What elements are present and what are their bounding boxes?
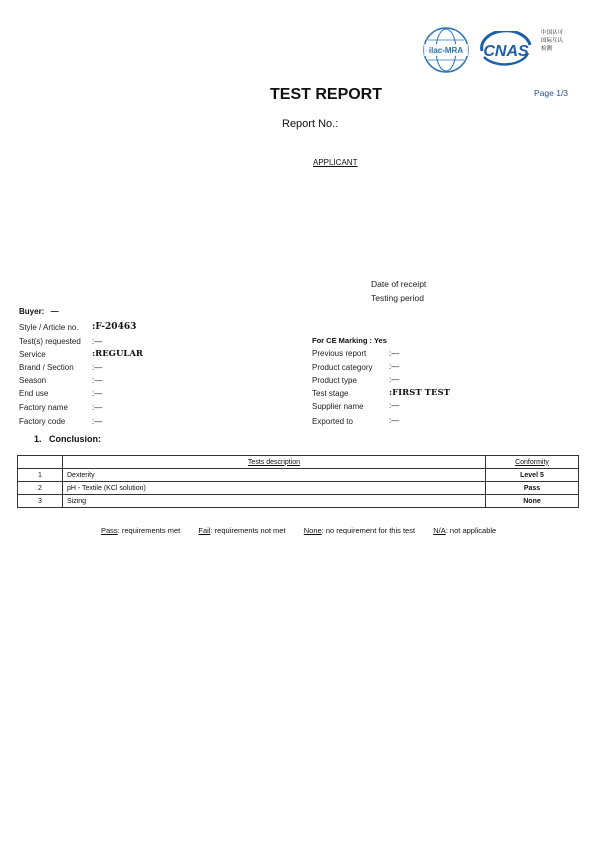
- test-description: Sizing: [63, 495, 486, 508]
- col-header-conformity: Conformity: [486, 456, 579, 469]
- page-title: TEST REPORT: [270, 86, 383, 103]
- buyer-label: Buyer:: [19, 307, 45, 316]
- date-of-receipt-label: Date of receipt: [371, 279, 427, 289]
- cnas-caption-line: 中国认可: [541, 30, 564, 36]
- applicant-label: APPLICANT: [313, 158, 358, 167]
- season-value: :—: [92, 376, 103, 385]
- results-table: [17, 455, 579, 508]
- report-no-label: Report No.:: [282, 118, 339, 130]
- previous-report-label: Previous report: [312, 349, 367, 358]
- testing-period-label: Testing period: [371, 293, 424, 303]
- conformity-result: None: [486, 495, 579, 508]
- test-stage-label: Test stage: [312, 389, 349, 398]
- table-header-row: [18, 456, 579, 469]
- exported-to-label: Exported to: [312, 417, 353, 426]
- brand-section-label: Brand / Section: [19, 363, 74, 372]
- supplier-name-label: Supplier name: [312, 402, 364, 411]
- legend-key-fail: Fail: [198, 526, 211, 535]
- product-category-value: :—: [389, 362, 400, 371]
- service-value: :REGULAR: [92, 349, 143, 359]
- legend-text-fail: : requirements not met: [210, 526, 286, 535]
- conclusion-heading: 1. Conclusion:: [34, 434, 102, 444]
- legend-text-na: : not applicable: [445, 526, 497, 535]
- factory-code-label: Factory code: [19, 417, 66, 426]
- test-description: pH - Textile (KCl solution): [63, 482, 486, 495]
- style-article-label: Style / Article no.: [19, 323, 79, 332]
- factory-name-label: Factory name: [19, 403, 68, 412]
- legend-key-na: N/A: [433, 526, 446, 535]
- style-article-value: :F-20463: [92, 322, 137, 332]
- cnas-caption-line: 检测: [541, 46, 553, 52]
- conformity-result: Level 5: [486, 469, 579, 482]
- row-number: 3: [18, 495, 63, 508]
- legend-key-none: None: [303, 526, 322, 535]
- ce-marking: For CE Marking : Yes: [312, 336, 387, 345]
- test-description: Dexterity: [63, 469, 486, 482]
- product-type-value: :—: [389, 375, 400, 384]
- row-number: 2: [18, 482, 63, 495]
- legend-text-pass: : requirements met: [117, 526, 181, 535]
- factory-code-value: :—: [92, 417, 103, 426]
- previous-report-value: :—: [389, 349, 400, 358]
- exported-to-value: :—: [389, 416, 400, 425]
- buyer-value: —: [50, 307, 59, 316]
- brand-section-value: :—: [92, 363, 103, 372]
- table-row: [18, 469, 579, 482]
- service-label: Service: [19, 350, 46, 359]
- cnas-caption-line: 国际互认: [541, 38, 564, 44]
- col-header-no: [18, 456, 63, 469]
- legend-key-pass: Pass: [101, 526, 118, 535]
- product-category-label: Product category: [312, 363, 373, 372]
- product-type-label: Product type: [312, 376, 357, 385]
- table-row: [18, 495, 579, 508]
- factory-name-value: :—: [92, 403, 103, 412]
- season-label: Season: [19, 376, 47, 385]
- end-use-label: End use: [19, 389, 49, 398]
- ilac-mra-logo: [423, 27, 469, 78]
- cnas-chinese-caption: [541, 29, 563, 53]
- conformity-result: Pass: [486, 482, 579, 495]
- svg-text:ilac-MRA: ilac-MRA: [428, 46, 464, 55]
- legend-text-none: : no requirement for this test: [321, 526, 416, 535]
- col-header-tests-description: Tests description: [63, 456, 486, 469]
- buyer-row: [19, 307, 59, 316]
- page-number: Page 1/3: [534, 88, 569, 98]
- supplier-name-value: :—: [389, 401, 400, 410]
- end-use-value: :—: [92, 389, 103, 398]
- table-row: [18, 482, 579, 495]
- tests-requested-label: Test(s) requested: [19, 337, 81, 346]
- cnas-logo: [476, 31, 536, 74]
- row-number: 1: [18, 469, 63, 482]
- svg-text:CNAS: CNAS: [483, 43, 529, 60]
- test-stage-value: :FIRST TEST: [389, 388, 450, 398]
- legend: [101, 526, 496, 535]
- tests-requested-value: :—: [92, 337, 103, 346]
